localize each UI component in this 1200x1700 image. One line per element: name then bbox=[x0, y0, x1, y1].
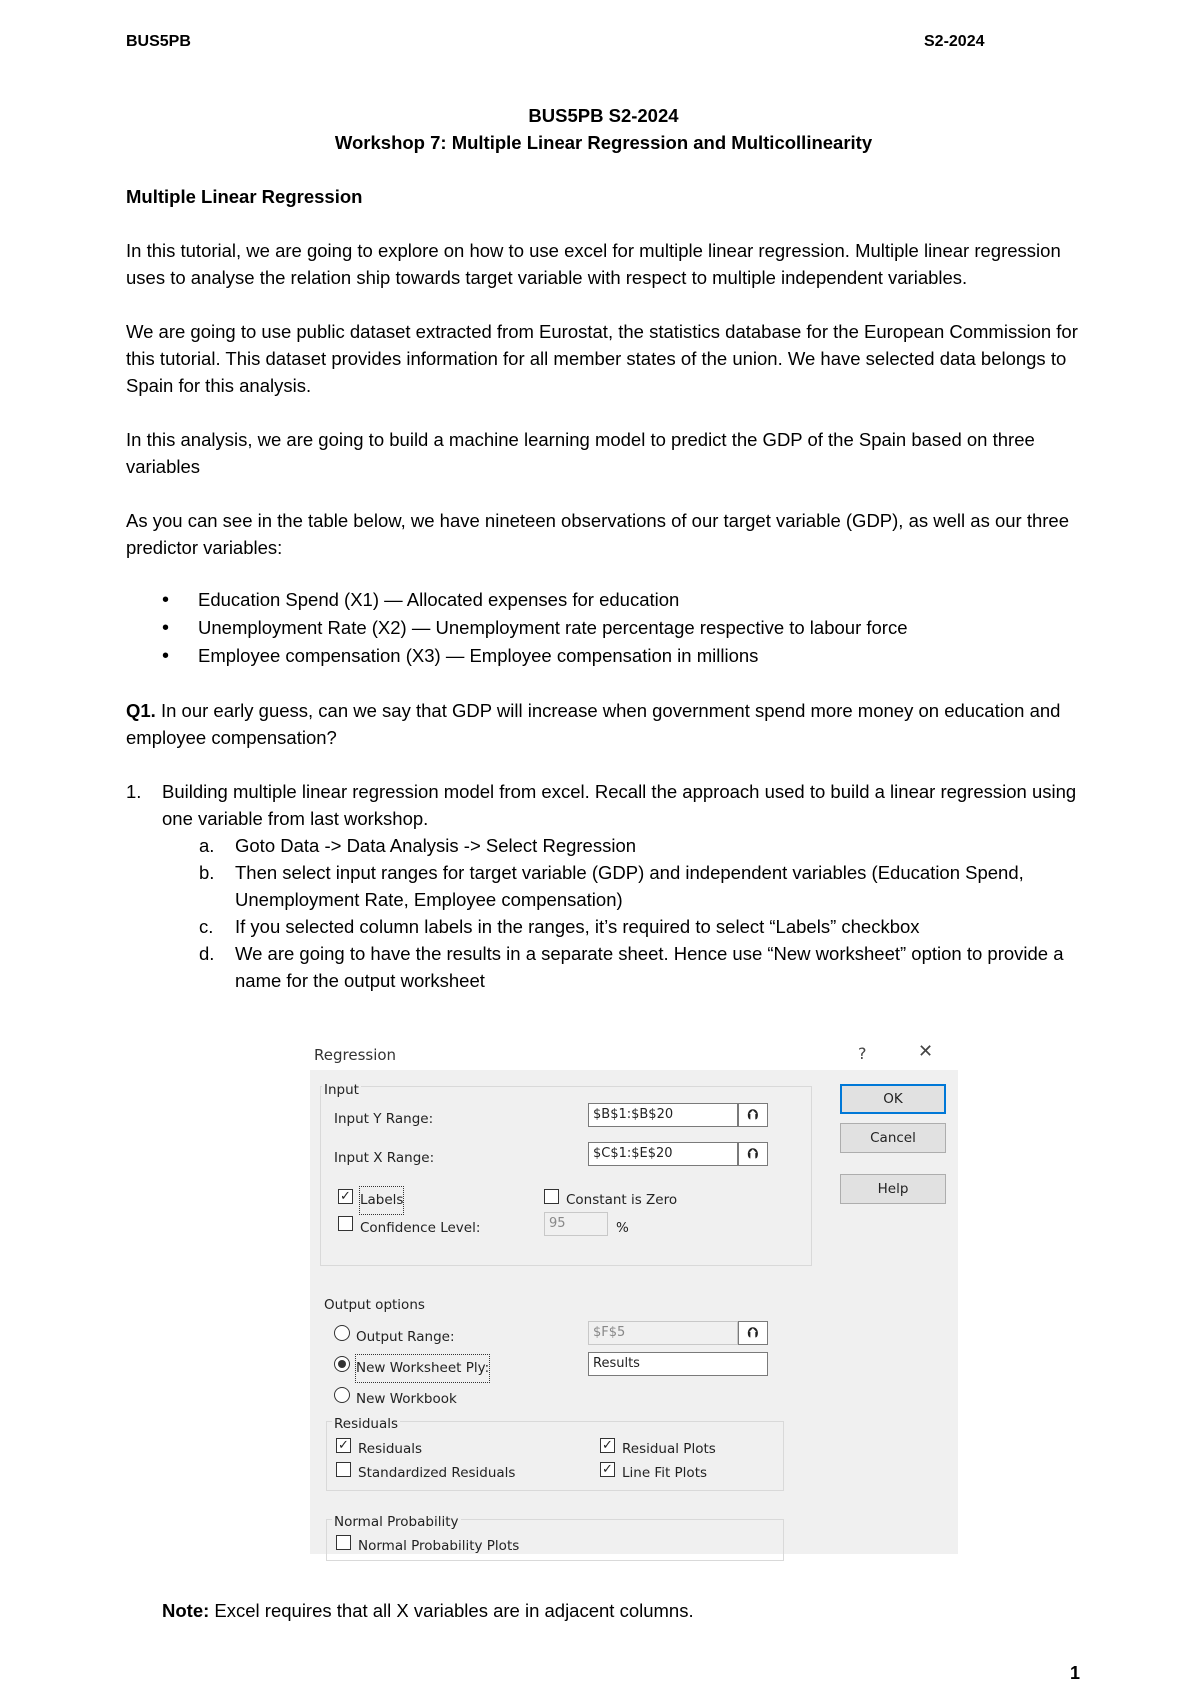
line-fit-plots-label: Line Fit Plots bbox=[622, 1465, 708, 1481]
input-group-label: Input bbox=[322, 1077, 361, 1104]
dialog-title: Regression bbox=[314, 1046, 397, 1064]
confidence-level-label: Confidence Level: bbox=[360, 1220, 481, 1236]
normal-probability-group-label: Normal Probability bbox=[332, 1509, 461, 1536]
regression-dialog bbox=[310, 1034, 958, 1554]
output-group-label: Output options bbox=[322, 1292, 427, 1319]
paragraph-analysis: In this analysis, we are going to build a machine learning model to predict the GDP of the Spain based on three variables bbox=[126, 429, 1035, 477]
standardized-residuals-label: Standardized Residuals bbox=[358, 1465, 516, 1481]
help-button[interactable]: Help bbox=[840, 1174, 946, 1204]
close-icon[interactable]: ✕ bbox=[918, 1041, 934, 1062]
substep-text: If you selected column labels in the ranges, it’s required to select “Labels” checkbox bbox=[235, 916, 920, 937]
new-worksheet-radio[interactable] bbox=[334, 1356, 350, 1372]
output-range-label: Output Range: bbox=[356, 1329, 455, 1345]
line-fit-plots-checkbox[interactable]: ✓ bbox=[600, 1462, 615, 1477]
list-item: • Education Spend (X1) — Allocated expenses for education bbox=[198, 586, 1081, 614]
section-heading: Multiple Linear Regression bbox=[126, 186, 363, 207]
list-item bbox=[199, 913, 1081, 940]
residual-plots-label: Residual Plots bbox=[622, 1441, 716, 1457]
paragraph-observations: As you can see in the table below, we have nineteen observations of our target variable (GDP), as well as our three predictor variables: bbox=[126, 510, 1070, 558]
list-item: • Unemployment Rate (X2) — Unemployment rate percentage respective to labour force bbox=[198, 614, 1081, 642]
collapse-dialog-icon[interactable]: ⮉ bbox=[738, 1321, 768, 1345]
note-text: Excel requires that all X variables are in adjacent columns. bbox=[209, 1600, 694, 1621]
constant-zero-checkbox[interactable] bbox=[544, 1189, 559, 1204]
input-x-range-field[interactable]: $C$1:$E$20 bbox=[588, 1142, 738, 1166]
input-y-label: Input Y Range: bbox=[334, 1111, 434, 1127]
new-worksheet-label: New Worksheet Ply: bbox=[356, 1355, 489, 1382]
dialog-titlebar bbox=[310, 1034, 958, 1070]
new-workbook-label: New Workbook bbox=[356, 1391, 457, 1407]
page-number: 1 bbox=[1070, 1663, 1081, 1683]
output-range-field[interactable]: $F$5 bbox=[588, 1321, 738, 1345]
output-range-radio[interactable] bbox=[334, 1325, 350, 1341]
title-block bbox=[126, 102, 1081, 156]
list-item: • Employee compensation (X3) — Employee compensation in millions bbox=[198, 642, 1081, 670]
document-title: BUS5PB S2-2024 bbox=[528, 105, 679, 126]
predictor-list bbox=[126, 586, 1081, 670]
normal-probability-checkbox[interactable] bbox=[336, 1535, 351, 1550]
collapse-dialog-icon[interactable]: ⮉ bbox=[738, 1142, 768, 1166]
labels-checkbox[interactable]: ✓ bbox=[338, 1189, 353, 1204]
substep-text: We are going to have the results in a separate sheet. Hence use “New worksheet” option to provide a name for the output worksheet bbox=[235, 943, 1064, 991]
note-label: Note: bbox=[162, 1600, 210, 1621]
ok-button[interactable]: OK bbox=[840, 1084, 946, 1114]
collapse-dialog-icon[interactable]: ⮉ bbox=[738, 1103, 768, 1127]
confidence-level-checkbox[interactable] bbox=[338, 1216, 353, 1231]
confidence-level-field[interactable]: 95 bbox=[544, 1212, 608, 1236]
document-body bbox=[126, 102, 1081, 994]
list-item bbox=[199, 832, 1081, 859]
substep-number: a. bbox=[199, 835, 215, 856]
document-subtitle: Workshop 7: Multiple Linear Regression and Multicollinearity bbox=[334, 132, 873, 153]
input-x-label: Input X Range: bbox=[334, 1150, 435, 1166]
substep-text: Then select input ranges for target variable (GDP) and independent variables (Education Spend, Unemployment Rate, Employee compensation) bbox=[235, 862, 1024, 910]
question-text: In our early guess, can we say that GDP will increase when government spend more money on education and employee compensation? bbox=[126, 700, 1061, 748]
residuals-label: Residuals bbox=[358, 1441, 423, 1457]
standardized-residuals-checkbox[interactable] bbox=[336, 1462, 351, 1477]
paragraph-dataset: We are going to use public dataset extracted from Eurostat, the statistics database for the European Commission for this tutorial. This dataset provides information for all member states of the union. We have selected data belongs to Spain for this analysis. bbox=[126, 321, 1078, 396]
new-worksheet-name-field[interactable]: Results bbox=[588, 1352, 768, 1376]
normal-probability-label: Normal Probability Plots bbox=[358, 1538, 520, 1554]
step-number: 1. bbox=[126, 781, 142, 802]
help-icon[interactable]: ? bbox=[858, 1044, 867, 1063]
question-label: Q1. bbox=[126, 700, 156, 721]
header-course-code: BUS5PB bbox=[126, 33, 191, 50]
note-paragraph bbox=[162, 1597, 694, 1624]
substep-text: Goto Data -> Data Analysis -> Select Regression bbox=[235, 835, 637, 856]
percent-sign: % bbox=[616, 1220, 629, 1236]
input-y-range-field[interactable]: $B$1:$B$20 bbox=[588, 1103, 738, 1127]
residual-plots-checkbox[interactable]: ✓ bbox=[600, 1438, 615, 1453]
list-item bbox=[199, 859, 1081, 913]
list-item bbox=[126, 778, 1081, 994]
constant-zero-label: Constant is Zero bbox=[566, 1192, 678, 1208]
step-text: Building multiple linear regression model from excel. Recall the approach used to build a linear regression using one variable from last workshop. bbox=[162, 781, 1077, 829]
substeps-list bbox=[162, 832, 1081, 994]
question-q1 bbox=[126, 697, 1081, 751]
residuals-checkbox[interactable]: ✓ bbox=[336, 1438, 351, 1453]
paragraph-intro: In this tutorial, we are going to explore on how to use excel for multiple linear regression. Multiple linear regression uses to analyse the relation ship towards target variable with respect to multiple independent variables. bbox=[126, 240, 1061, 288]
substep-number: c. bbox=[199, 916, 214, 937]
substep-number: d. bbox=[199, 943, 215, 964]
list-item bbox=[199, 940, 1081, 994]
steps-list bbox=[126, 778, 1081, 994]
residuals-group-label: Residuals bbox=[332, 1411, 400, 1438]
substep-number: b. bbox=[199, 862, 215, 883]
cancel-button[interactable]: Cancel bbox=[840, 1123, 946, 1153]
header-semester: S2-2024 bbox=[924, 33, 985, 50]
dialog-body bbox=[310, 1070, 958, 1554]
new-workbook-radio[interactable] bbox=[334, 1387, 350, 1403]
labels-label: Labels bbox=[360, 1187, 403, 1214]
